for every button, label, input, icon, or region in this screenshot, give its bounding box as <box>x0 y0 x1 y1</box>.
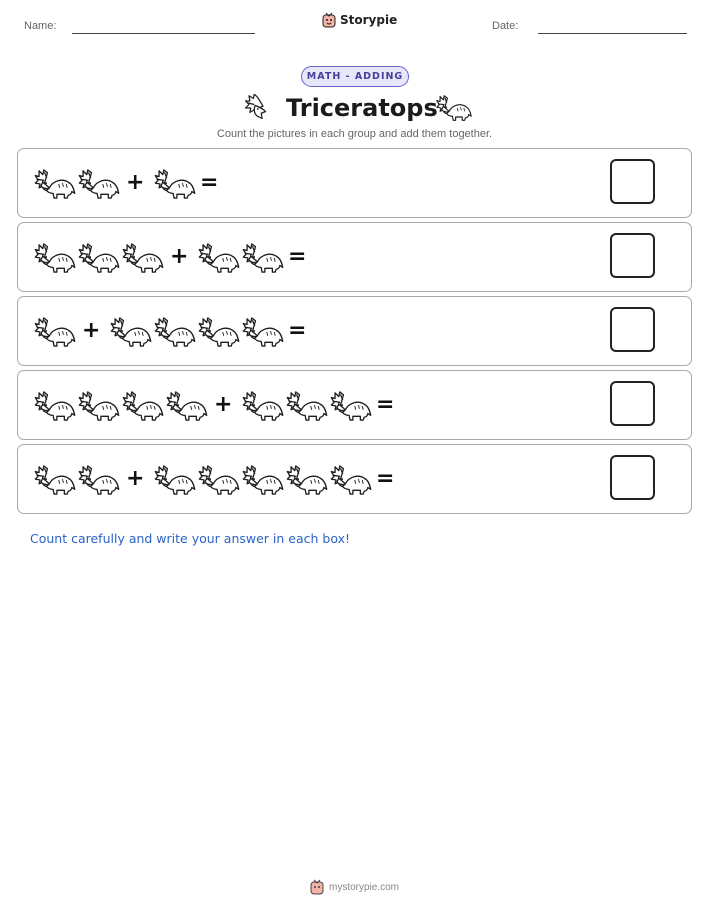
equals-sign: = <box>376 392 395 417</box>
page-title: Triceratops <box>286 94 438 122</box>
left-group <box>34 297 78 367</box>
triceratops-head-icon <box>240 94 272 122</box>
triceratops-icon <box>198 317 240 347</box>
problem-row <box>17 148 692 218</box>
triceratops-icon <box>198 243 240 273</box>
left-group <box>34 445 122 515</box>
triceratops-icon <box>122 391 164 421</box>
triceratops-icon <box>78 243 120 273</box>
equals-sign: = <box>200 170 219 195</box>
storypie-logo-icon <box>310 879 324 895</box>
triceratops-icon <box>242 465 284 495</box>
triceratops-icon <box>286 465 328 495</box>
triceratops-icon <box>110 317 152 347</box>
triceratops-icon <box>242 317 284 347</box>
right-group <box>154 149 198 219</box>
plus-sign: + <box>126 170 145 195</box>
answer-box[interactable] <box>610 381 655 426</box>
triceratops-icon <box>198 465 240 495</box>
storypie-logo-icon <box>322 12 336 28</box>
answer-box[interactable] <box>610 307 655 352</box>
plus-sign: + <box>170 244 189 269</box>
left-group <box>34 223 166 293</box>
triceratops-icon <box>34 243 76 273</box>
triceratops-icon <box>78 391 120 421</box>
left-group <box>34 371 210 441</box>
right-group <box>242 371 374 441</box>
answer-box[interactable] <box>610 233 655 278</box>
triceratops-icon <box>330 391 372 421</box>
worksheet-header <box>0 0 709 50</box>
triceratops-icon <box>78 169 120 199</box>
date-line[interactable] <box>538 33 687 34</box>
brand-logo <box>322 12 397 28</box>
problem-row <box>17 370 692 440</box>
triceratops-icon <box>166 391 208 421</box>
equals-sign: = <box>376 466 395 491</box>
instructions: Count the pictures in each group and add them together. <box>216 128 493 140</box>
date-label: Date: <box>492 20 519 32</box>
triceratops-icon <box>436 94 472 122</box>
left-group <box>34 149 122 219</box>
triceratops-icon <box>154 169 196 199</box>
answer-box[interactable] <box>610 455 655 500</box>
triceratops-icon <box>34 317 76 347</box>
plus-sign: + <box>126 466 145 491</box>
triceratops-icon <box>34 391 76 421</box>
triceratops-icon <box>242 243 284 273</box>
triceratops-icon <box>122 243 164 273</box>
equals-sign: = <box>288 318 307 343</box>
right-group <box>110 297 286 367</box>
triceratops-icon <box>34 169 76 199</box>
triceratops-icon <box>242 391 284 421</box>
triceratops-icon <box>154 465 196 495</box>
category-badge: MATH - ADDING <box>301 66 409 87</box>
title-row <box>0 92 709 124</box>
triceratops-icon <box>330 465 372 495</box>
triceratops-icon <box>78 465 120 495</box>
problem-row <box>17 444 692 514</box>
triceratops-icon <box>34 465 76 495</box>
footer-site: mystorypie.com <box>328 881 399 893</box>
right-group <box>154 445 374 515</box>
answer-box[interactable] <box>610 159 655 204</box>
right-group <box>198 223 286 293</box>
triceratops-icon <box>286 391 328 421</box>
triceratops-icon <box>154 317 196 347</box>
name-line[interactable] <box>72 33 255 34</box>
plus-sign: + <box>214 392 233 417</box>
problem-row <box>17 296 692 366</box>
problem-row <box>17 222 692 292</box>
name-label: Name: <box>24 20 57 32</box>
footnote: Count carefully and write your answer in each box! <box>30 531 351 546</box>
equals-sign: = <box>288 244 307 269</box>
footer <box>0 879 709 895</box>
brand-name: Storypie <box>340 13 398 27</box>
plus-sign: + <box>82 318 101 343</box>
